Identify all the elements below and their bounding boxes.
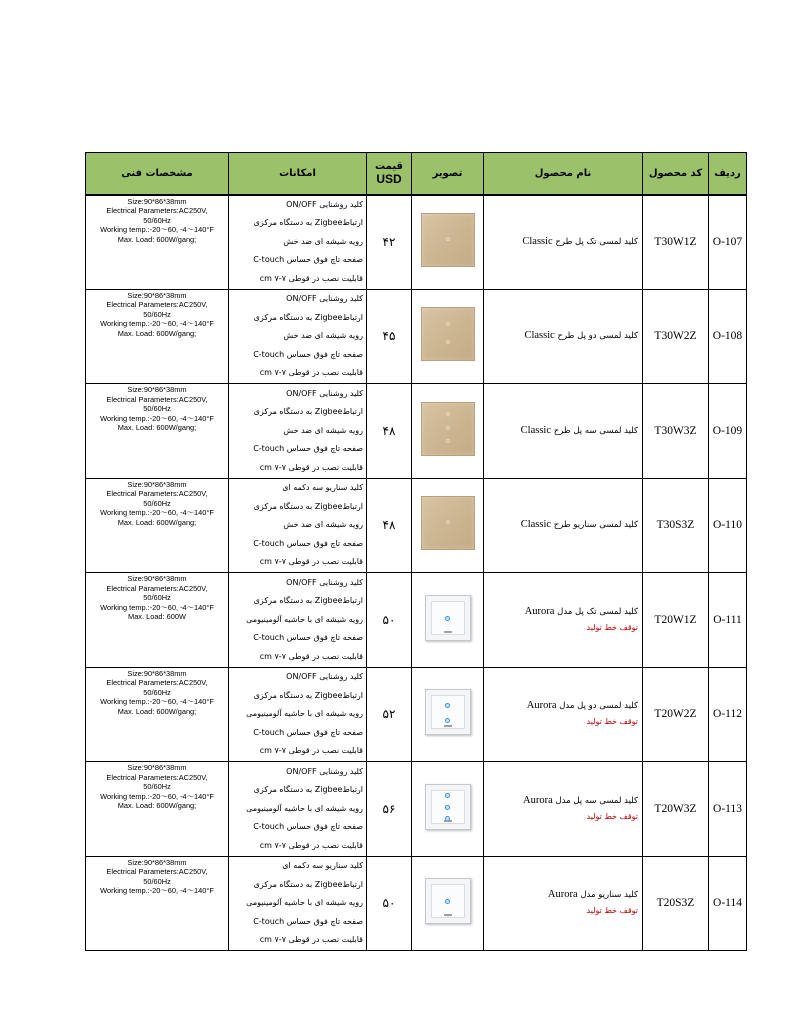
product-name-cell	[484, 384, 643, 479]
spec-line: Electrical Parameters:AC250V,	[106, 583, 208, 593]
header-price	[367, 153, 412, 195]
feature-line: صفحه تاچ فوق حساس C-touch	[253, 538, 363, 548]
header-image: تصویر	[412, 153, 484, 195]
feature-line: قابلیت نصب در قوطی ۷-۷ cm	[259, 746, 363, 755]
specs-cell	[86, 762, 229, 857]
product-model: Classic	[520, 519, 552, 531]
product-name	[484, 517, 638, 533]
spec-line: Max. Load: 600W/gang;	[117, 517, 197, 527]
feature-line: ارتباطZigbee به دستگاه مرکزی	[253, 218, 363, 228]
row-number-cell: O-108	[709, 289, 747, 384]
feature-line: کلید سناریو سه دکمه ای	[282, 861, 363, 870]
spec-line: 50/60Hz	[143, 687, 171, 697]
spec-line: Max. Load: 600W	[128, 612, 186, 621]
product-name-cell	[484, 573, 643, 668]
feature-line: رویه شیشه ای ضد خش	[283, 520, 363, 529]
product-code-cell: T30W3Z	[643, 384, 709, 479]
switch-product-image	[425, 784, 471, 830]
header-features: امکانات	[229, 153, 367, 195]
product-model: Aurora	[524, 605, 555, 617]
image-cell	[412, 478, 484, 573]
feature-line: ارتباطZigbee به دستگاه مرکزی	[253, 312, 363, 322]
discontinued-label: توقف خط تولید	[586, 906, 638, 916]
spec-line: Size:90*86*38mm	[127, 196, 187, 206]
product-name-text: کلید لمسی تک پل مدل	[557, 606, 638, 617]
image-cell	[412, 856, 484, 951]
feature-line: صفحه تاچ فوق حساس C-touch	[253, 349, 363, 359]
switch-product-image	[425, 689, 471, 735]
product-name-text: کلید لمسی سه پل مدل	[555, 795, 638, 806]
row-number-cell: O-114	[709, 856, 747, 951]
spec-line: 50/60Hz	[143, 404, 171, 413]
product-model: Aurora	[523, 794, 553, 806]
spec-line: Working temp.:-20～60, -4～140°F	[100, 319, 214, 328]
feature-line: قابلیت نصب در قوطی ۷-۷ cm	[259, 651, 363, 661]
brand-mark	[444, 631, 452, 633]
features-cell	[229, 573, 367, 668]
touch-button-dot	[446, 237, 450, 241]
spec-line: Working temp.:-20～60, -4～140°F	[100, 791, 214, 801]
feature-line: صفحه تاچ فوق حساس C-touch	[253, 822, 363, 831]
feature-line: قابلیت نصب در قوطی ۷-۷ cm	[259, 557, 363, 566]
product-name-text: کلید لمسی تک پل طرح	[555, 237, 638, 247]
specs-cell	[86, 478, 229, 573]
table-row	[86, 478, 747, 573]
spec-line: Size:90*86*38mm	[127, 763, 187, 772]
feature-line: رویه شیشه ای با حاشیه آلومینیومی	[246, 898, 363, 907]
row-number-cell: O-111	[709, 573, 747, 668]
feature-line: کلید روشنایی ON/OFF	[286, 577, 363, 587]
touch-button-dot	[445, 703, 450, 708]
touch-button-dot	[446, 340, 450, 344]
spec-line: Size:90*86*38mm	[127, 574, 187, 583]
spec-line: Electrical Parameters:AC250V,	[106, 489, 208, 498]
features-cell	[229, 478, 367, 573]
header-code: کد محصول	[643, 153, 709, 195]
switch-product-image	[421, 213, 475, 267]
header-name: نام محصول	[484, 153, 643, 195]
feature-line: کلید روشنایی ON/OFF	[286, 766, 363, 776]
spec-line: Electrical Parameters:AC250V,	[106, 678, 208, 687]
discontinued-label: توقف خط تولید	[586, 717, 638, 727]
features-cell	[229, 289, 367, 384]
price-cell: ۵۶	[367, 762, 412, 857]
specs-cell	[86, 667, 229, 762]
product-name-text: کلید سناریو مدل	[580, 890, 638, 901]
switch-product-image	[425, 595, 471, 641]
spec-line: 50/60Hz	[143, 215, 171, 225]
feature-line: ارتباطZigbee به دستگاه مرکزی	[253, 785, 363, 794]
product-name-text: کلید لمسی دو پل مدل	[559, 701, 638, 712]
product-name-cell	[484, 667, 643, 762]
header-row-number: ردیف	[709, 153, 747, 195]
product-name-text: کلید لمسی دو پل طرح	[557, 331, 638, 342]
table-row	[86, 762, 747, 857]
feature-line: رویه شیشه ای ضد خش	[283, 425, 363, 435]
table-row	[86, 573, 747, 668]
specs-cell	[86, 856, 229, 951]
product-name	[484, 328, 638, 344]
feature-line: قابلیت نصب در قوطی ۷-۷ cm	[259, 840, 363, 850]
feature-line: رویه شیشه ای ضد خش	[283, 236, 363, 246]
product-name-cell	[484, 762, 643, 857]
product-model: Aurora	[526, 700, 557, 712]
table-row	[86, 384, 747, 479]
spec-line: 50/60Hz	[143, 782, 171, 791]
spec-line: Size:90*86*38mm	[127, 857, 187, 867]
switch-product-image	[421, 402, 475, 456]
discontinued-label: توقف خط تولید	[586, 811, 638, 821]
product-code-cell: T20W3Z	[643, 762, 709, 857]
product-model: Aurora	[547, 889, 578, 901]
spec-line: 50/60Hz	[143, 876, 171, 886]
brand-mark	[444, 914, 452, 916]
features-cell	[229, 384, 367, 479]
price-cell: ۴۵	[367, 289, 412, 384]
image-cell	[412, 667, 484, 762]
product-name-text: کلید لمسی سناریو طرح	[553, 520, 638, 531]
price-cell: ۵۰	[367, 573, 412, 668]
switch-product-image	[421, 496, 475, 550]
feature-line: کلید روشنایی ON/OFF	[286, 199, 363, 209]
price-cell: ۵۲	[367, 667, 412, 762]
header-price-label: قیمت	[375, 161, 403, 173]
touch-button-dot	[446, 322, 450, 326]
product-name-cell	[484, 289, 643, 384]
spec-line: Max. Load: 600W/gang;	[117, 706, 197, 716]
spec-line: Working temp.:-20～60, -4～140°F	[100, 886, 214, 895]
touch-button-dot	[445, 616, 450, 621]
table-row	[86, 667, 747, 762]
feature-line: قابلیت نصب در قوطی ۷-۷ cm	[259, 273, 363, 283]
product-name	[484, 604, 638, 620]
row-number-cell: O-109	[709, 384, 747, 479]
product-name	[484, 887, 638, 903]
spec-line: Working temp.:-20～60, -4～140°F	[100, 508, 214, 517]
product-name-text: کلید لمسی سه پل طرح	[553, 425, 638, 436]
feature-line: ارتباطZigbee به دستگاه مرکزی	[253, 407, 363, 416]
product-name	[484, 698, 638, 714]
spec-line: Size:90*86*38mm	[127, 479, 187, 489]
price-cell: ۵۰	[367, 856, 412, 951]
product-code-cell: T30W1Z	[643, 195, 709, 290]
specs-cell	[86, 289, 229, 384]
product-code-cell: T20W2Z	[643, 667, 709, 762]
product-code-cell: T30W2Z	[643, 289, 709, 384]
product-name	[484, 423, 638, 439]
spec-line: Electrical Parameters:AC250V,	[106, 867, 208, 876]
feature-line: قابلیت نصب در قوطی ۷-۷ cm	[259, 462, 363, 472]
feature-line: رویه شیشه ای با حاشیه آلومینیومی	[246, 709, 363, 718]
feature-line: رویه شیشه ای با حاشیه آلومینیومی	[246, 803, 363, 813]
features-cell	[229, 856, 367, 951]
spec-line: Electrical Parameters:AC250V,	[106, 206, 208, 215]
price-cell: ۴۸	[367, 478, 412, 573]
touch-button-dot	[446, 412, 450, 416]
product-code-cell: T20W1Z	[643, 573, 709, 668]
product-name	[484, 793, 638, 809]
discontinued-label: توقف خط تولید	[586, 622, 638, 632]
feature-line: ارتباطZigbee به دستگاه مرکزی	[253, 879, 363, 889]
header-specs: مشخصات فنی	[86, 153, 229, 195]
feature-line: رویه شیشه ای با حاشیه آلومینیومی	[246, 614, 363, 624]
touch-button-dot	[445, 899, 450, 904]
spec-line: Working temp.:-20～60, -4～140°F	[100, 602, 214, 612]
row-number-cell: O-112	[709, 667, 747, 762]
switch-product-image	[421, 307, 475, 361]
spec-line: Size:90*86*38mm	[127, 290, 187, 300]
table-row	[86, 289, 747, 384]
feature-line: صفحه تاچ فوق حساس C-touch	[253, 727, 363, 737]
brand-mark	[444, 725, 452, 727]
product-name-cell	[484, 195, 643, 290]
feature-line: قابلیت نصب در قوطی ۷-۷ cm	[259, 368, 363, 377]
feature-line: کلید روشنایی ON/OFF	[286, 672, 363, 681]
feature-line: ارتباطZigbee به دستگاه مرکزی	[253, 501, 363, 511]
spec-line: 50/60Hz	[143, 593, 171, 602]
table-row	[86, 856, 747, 951]
spec-line: Max. Load: 600W/gang;	[117, 801, 197, 810]
product-model: Classic	[524, 330, 555, 342]
touch-button-dot	[445, 718, 450, 723]
spec-line: Working temp.:-20～60, -4～140°F	[100, 225, 214, 234]
product-name-cell	[484, 856, 643, 951]
spec-line: Electrical Parameters:AC250V,	[106, 772, 208, 782]
feature-line: قابلیت نصب در قوطی ۷-۷ cm	[259, 935, 363, 944]
brand-mark	[444, 820, 452, 822]
feature-line: کلید روشنایی ON/OFF	[286, 388, 363, 398]
spec-line: Size:90*86*38mm	[127, 668, 187, 678]
touch-button-dot	[446, 426, 450, 430]
price-cell: ۴۸	[367, 384, 412, 479]
spec-line: Electrical Parameters:AC250V,	[106, 394, 208, 404]
switch-product-image	[425, 878, 471, 924]
feature-line: صفحه تاچ فوق حساس C-touch	[253, 255, 363, 265]
spec-line: 50/60Hz	[143, 498, 171, 508]
product-model: Classic	[520, 424, 551, 436]
product-code-cell: T30S3Z	[643, 478, 709, 573]
image-cell	[412, 762, 484, 857]
row-number-cell: O-113	[709, 762, 747, 857]
header-row	[86, 153, 747, 195]
product-model: Classic	[522, 236, 553, 247]
spec-line: Size:90*86*38mm	[127, 385, 187, 394]
product-code-cell: T20S3Z	[643, 856, 709, 951]
price-cell: ۴۲	[367, 195, 412, 290]
specs-cell	[86, 384, 229, 479]
price-list-table	[85, 152, 747, 951]
features-cell	[229, 762, 367, 857]
touch-button-dot	[445, 805, 450, 810]
feature-line: صفحه تاچ فوق حساس C-touch	[253, 916, 363, 926]
table-row	[86, 195, 747, 290]
spec-line: Working temp.:-20～60, -4～140°F	[100, 413, 214, 423]
product-name-cell	[484, 478, 643, 573]
touch-button-dot	[445, 793, 450, 798]
header-price-unit: USD	[376, 172, 402, 187]
spec-line: 50/60Hz	[143, 309, 171, 319]
touch-button-dot	[446, 439, 450, 443]
image-cell	[412, 195, 484, 290]
features-cell	[229, 667, 367, 762]
feature-line: کلید سناریو سه دکمه ای	[282, 483, 363, 492]
image-cell	[412, 384, 484, 479]
specs-cell	[86, 195, 229, 290]
feature-line: رویه شیشه ای ضد خش	[283, 331, 363, 340]
row-number-cell: O-107	[709, 195, 747, 290]
feature-line: کلید روشنایی ON/OFF	[286, 294, 363, 303]
spec-line: Max. Load: 600W/gang;	[117, 423, 197, 432]
spec-line: Electrical Parameters:AC250V,	[106, 300, 208, 309]
feature-line: صفحه تاچ فوق حساس C-touch	[253, 633, 363, 642]
feature-line: صفحه تاچ فوق حساس C-touch	[253, 444, 363, 453]
feature-line: ارتباطZigbee به دستگاه مرکزی	[253, 690, 363, 700]
image-cell	[412, 289, 484, 384]
spec-line: Max. Load: 600W/gang;	[117, 328, 197, 338]
row-number-cell: O-110	[709, 478, 747, 573]
spec-line: Max. Load: 600W/gang;	[117, 234, 197, 244]
spec-line: Working temp.:-20～60, -4～140°F	[100, 697, 214, 706]
features-cell	[229, 195, 367, 290]
product-name	[484, 234, 638, 250]
specs-cell	[86, 573, 229, 668]
touch-button-dot	[446, 520, 450, 524]
feature-line: ارتباطZigbee به دستگاه مرکزی	[253, 596, 363, 605]
image-cell	[412, 573, 484, 668]
